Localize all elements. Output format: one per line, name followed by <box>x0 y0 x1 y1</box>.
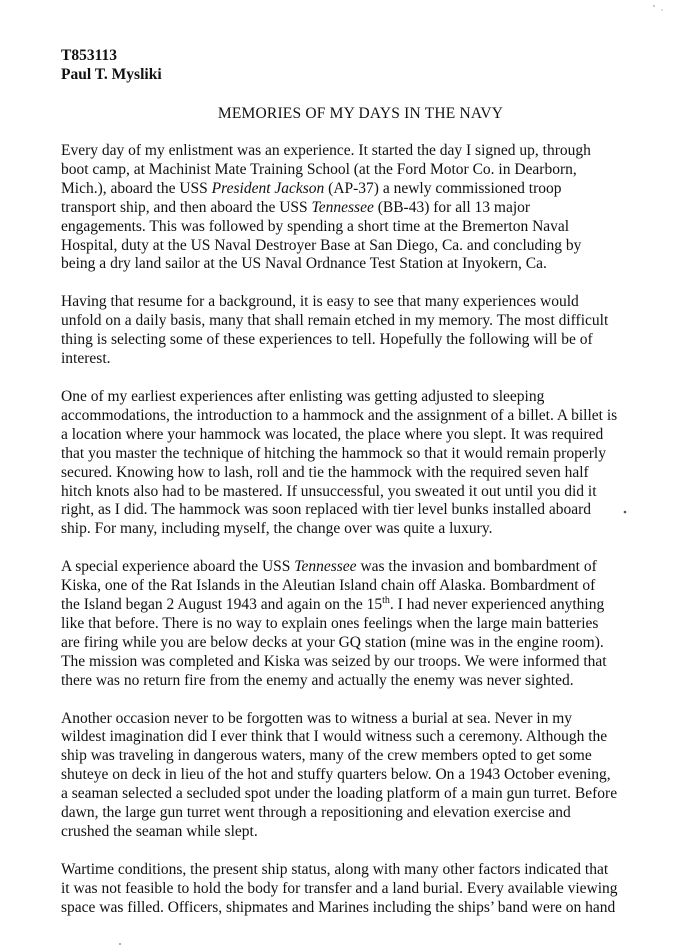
text-line <box>61 710 660 729</box>
text-line <box>61 634 660 653</box>
text-line <box>61 180 660 199</box>
text-run: boot camp, at Machinist Mate Training School (at the Ford Motor Co. in Dearborn, <box>61 160 577 178</box>
text-run: a seaman selected a secluded spot under the loading platform of a main gun turret. Before <box>61 785 618 803</box>
paragraph-5 <box>61 710 660 842</box>
text-line <box>61 483 660 502</box>
text-run: One of my earliest experiences after enlisting was getting adjusted to sleeping <box>61 387 545 405</box>
text-line <box>61 520 660 539</box>
text-line <box>61 199 660 218</box>
paragraph-3 <box>61 388 660 539</box>
text-run: shuteye on deck in lieu of the hot and stuffy quarters below. On a 1943 October evening, <box>61 766 611 784</box>
text-run: space was filled. Officers, shipmates and Marines including the ships’ band were on hand <box>61 898 616 916</box>
text-run: The mission was completed and Kiska was seized by our troops. We were informed that <box>61 652 607 670</box>
paragraph-1 <box>61 142 660 274</box>
text-line <box>61 615 660 634</box>
text-run: (AP-37) a newly commissioned troop <box>324 179 562 197</box>
text-line <box>61 142 660 161</box>
text-line <box>61 653 660 672</box>
text-run: crushed the seaman while slept. <box>61 823 258 840</box>
text-line <box>61 899 660 918</box>
document-body <box>61 142 660 918</box>
text-line <box>61 880 660 899</box>
text-line <box>61 766 660 785</box>
text-run: A special experience aboard the USS <box>61 558 295 576</box>
text-run: right, as I did. The hammock was soon replaced with tier level bunks installed aboard <box>61 501 592 519</box>
text-line <box>61 312 660 331</box>
text-run: Having that resume for a background, it is easy to see that many experiences would <box>61 293 579 311</box>
text-line <box>61 237 660 256</box>
text-line <box>61 218 660 237</box>
text-line <box>61 747 660 766</box>
text-run: being a dry land sailor at the US Naval Ordnance Test Station at Inyokern, Ca. <box>61 255 547 273</box>
text-run: Every day of my enlistment was an experience. It started the day I signed up, through <box>61 142 591 159</box>
text-run: the Island began 2 August 1943 and again on the 15 <box>61 596 383 614</box>
text-run: Wartime conditions, the present ship status, along with many other factors indicated that <box>61 860 609 878</box>
text-line <box>61 426 660 445</box>
text-run: hitch knots also had to be mastered. If unsuccessful, you sweated it out until you did it <box>61 482 597 500</box>
text-run: Mich.), aboard the USS <box>61 179 212 197</box>
text-line <box>61 785 660 804</box>
text-line <box>61 861 660 880</box>
text-line <box>61 293 660 312</box>
text-run: . I had never experienced anything <box>389 596 605 614</box>
text-run: dawn, the large gun turret went through a repositioning and elevation exercise and <box>61 804 571 822</box>
text-line <box>61 407 660 426</box>
ship-name: President Jackson <box>211 179 325 197</box>
text-run: Kiska, one of the Rat Islands in the Aleutian Island chain off Alaska. Bombardment of <box>61 577 596 595</box>
text-run: Hospital, duty at the US Naval Destroyer Base at San Diego, Ca. and concluding by <box>61 236 582 254</box>
text-run: ship. For many, including myself, the change over was quite a luxury. <box>61 520 493 538</box>
text-line <box>61 596 660 615</box>
text-run: are firing while you are below decks at your GQ station (mine was in the engine room). <box>61 633 604 651</box>
ship-name: Tennessee <box>311 198 374 216</box>
author-name: Paul T. Mysliki <box>61 66 162 83</box>
text-run: a location where your hammock was located, the place where you slept. It was required <box>61 425 604 443</box>
text-run: (BB-43) for all 13 major <box>373 198 531 216</box>
text-run: was the invasion and bombardment of <box>356 558 597 576</box>
document-id: T853113 <box>61 47 117 64</box>
text-line <box>61 823 660 842</box>
text-line <box>61 161 660 180</box>
paragraph-2 <box>61 293 660 369</box>
text-line <box>61 728 660 747</box>
text-line <box>61 464 660 483</box>
text-line <box>61 255 660 274</box>
text-run: like that before. There is no way to explain ones feelings when the large main batteries <box>61 614 599 632</box>
text-line <box>61 577 660 596</box>
text-run: ship was traveling in dangerous waters, many of the crew members opted to get some <box>61 747 592 765</box>
text-run: there was no return fire from the enemy and actually the enemy was never sighted. <box>61 671 574 689</box>
text-run: unfold on a daily basis, many that shall remain etched in my memory. The most difficult <box>61 312 609 330</box>
text-line <box>61 558 660 577</box>
text-run: that you master the technique of hitching the hammock so that it would remain properly <box>61 444 606 462</box>
text-run: it was not feasible to hold the body for transfer and a land burial. Every available viewing <box>61 879 618 897</box>
text-line <box>61 388 660 407</box>
paragraph-4 <box>61 558 660 690</box>
text-run: secured. Knowing how to lash, roll and tie the hammock with the required seven half <box>61 463 589 481</box>
text-run: Another occasion never to be forgotten was to witness a burial at sea. Never in my <box>61 709 573 727</box>
text-run: transport ship, and then aboard the USS <box>61 198 312 216</box>
document-title: MEMORIES OF MY DAYS IN THE NAVY <box>217 105 504 122</box>
text-line <box>61 350 660 369</box>
text-run: interest. <box>61 350 111 368</box>
ship-name: Tennessee <box>294 558 357 576</box>
text-line <box>61 804 660 823</box>
text-line <box>61 672 660 691</box>
text-run: accommodations, the introduction to a hammock and the assignment of a billet. A billet is <box>61 406 618 424</box>
text-line <box>61 331 660 350</box>
text-run: thing is selecting some of these experiences to tell. Hopefully the following will be of <box>61 331 593 349</box>
paragraph-6 <box>61 861 660 918</box>
text-line <box>61 445 660 464</box>
text-run: wildest imagination did I ever think that I would witness such a ceremony. Although the <box>61 728 608 746</box>
text-line <box>61 501 660 520</box>
ordinal-suffix: th <box>382 594 390 606</box>
text-run: engagements. This was followed by spending a short time at the Bremerton Naval <box>61 217 570 235</box>
